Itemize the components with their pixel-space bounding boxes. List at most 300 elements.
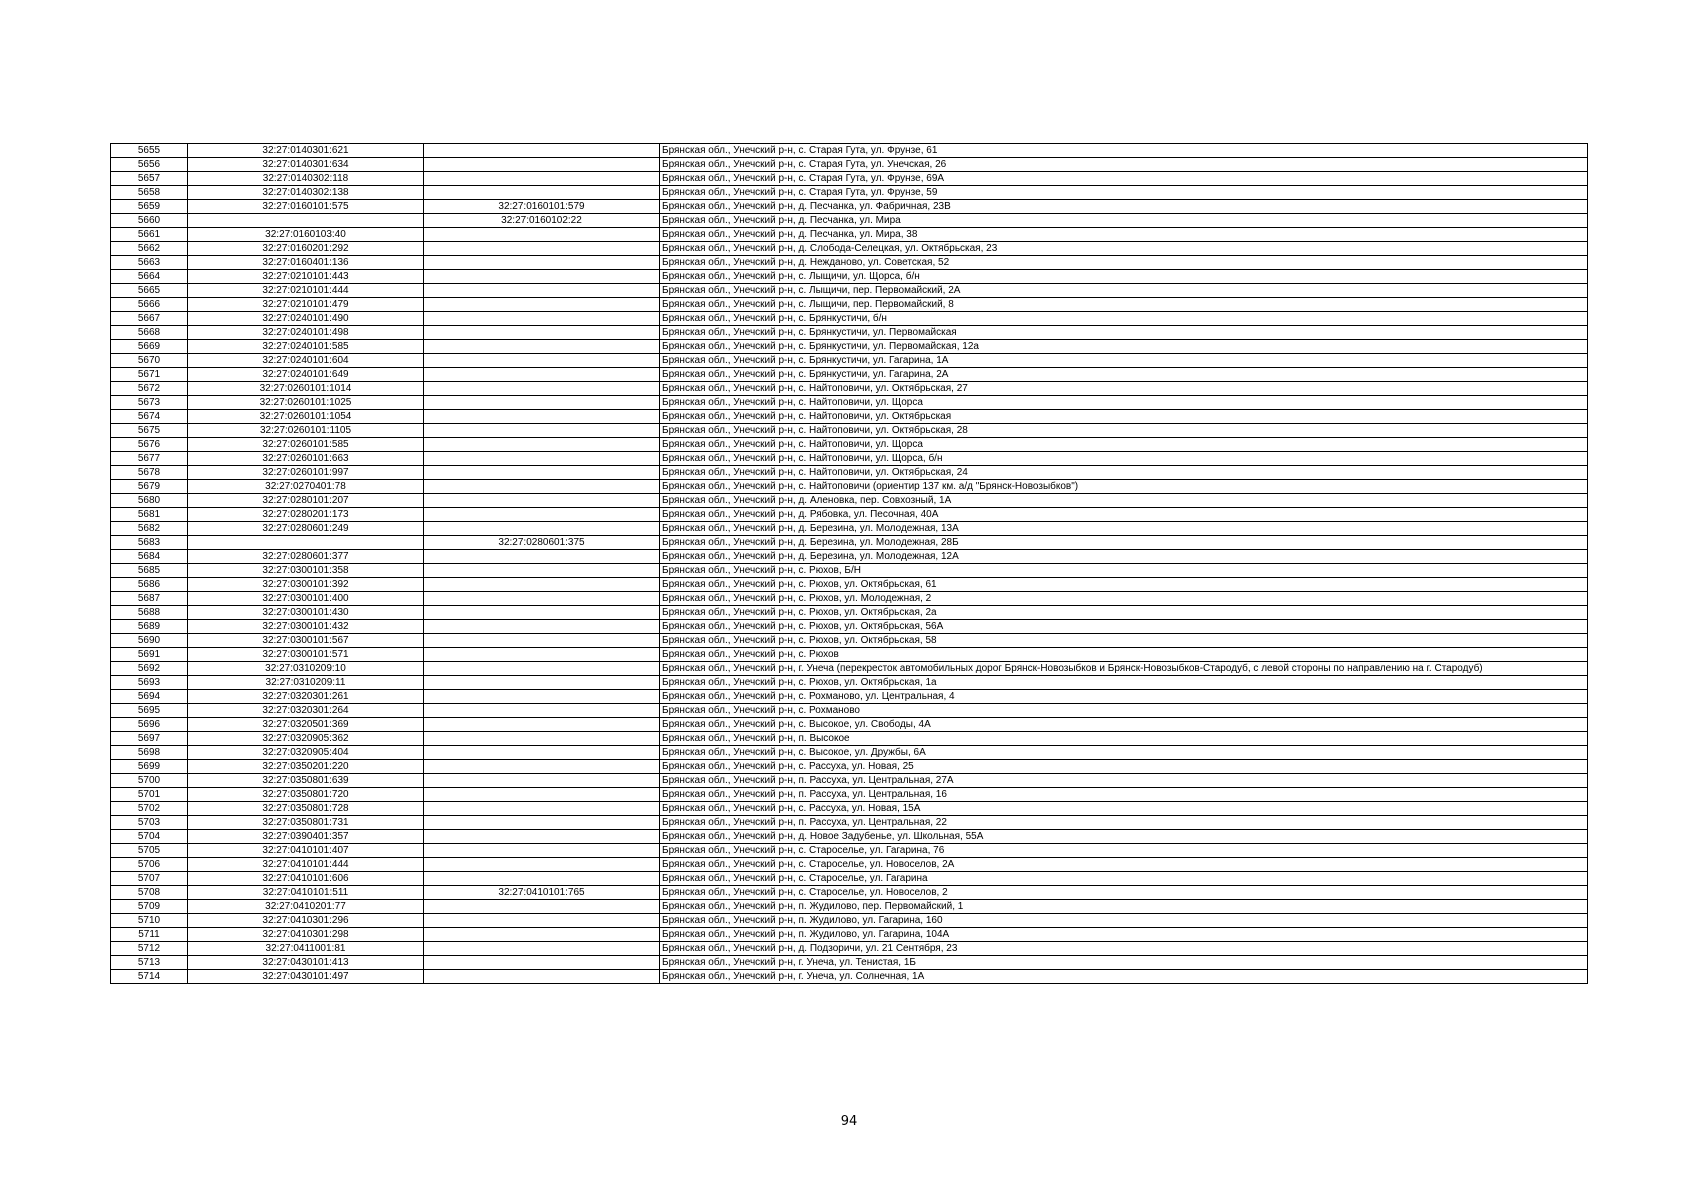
- related-cadastral-number-cell: [424, 396, 660, 410]
- cadastral-number-cell: 32:27:0350201:220: [188, 760, 424, 774]
- cadastral-number-cell: 32:27:0390401:357: [188, 830, 424, 844]
- cadastral-number-cell: 32:27:0310209:10: [188, 662, 424, 676]
- related-cadastral-number-cell: [424, 942, 660, 956]
- table-row: [111, 284, 1588, 298]
- related-cadastral-number-cell: 32:27:0280601:375: [424, 536, 660, 550]
- cadastral-number-cell: 32:27:0350801:731: [188, 816, 424, 830]
- table-row: [111, 424, 1588, 438]
- row-number-cell: 5688: [111, 606, 188, 620]
- row-number-cell: 5658: [111, 186, 188, 200]
- table-row: [111, 970, 1588, 984]
- address-cell: Брянская обл., Унечский р-н, д. Рябовка, ул. Песочная, 40А: [660, 508, 1588, 522]
- row-number-cell: 5664: [111, 270, 188, 284]
- related-cadastral-number-cell: [424, 970, 660, 984]
- related-cadastral-number-cell: [424, 648, 660, 662]
- cadastral-number-cell: 32:27:0300101:567: [188, 634, 424, 648]
- table-row: [111, 578, 1588, 592]
- address-cell: Брянская обл., Унечский р-н, с. Высокое, ул. Дружбы, 6А: [660, 746, 1588, 760]
- related-cadastral-number-cell: 32:27:0160101:579: [424, 200, 660, 214]
- row-number-cell: 5713: [111, 956, 188, 970]
- address-cell: Брянская обл., Унечский р-н, с. Найтоповичи, ул. Октябрьская: [660, 410, 1588, 424]
- cadastral-number-cell: 32:27:0320905:362: [188, 732, 424, 746]
- row-number-cell: 5710: [111, 914, 188, 928]
- related-cadastral-number-cell: [424, 774, 660, 788]
- table-row: [111, 312, 1588, 326]
- row-number-cell: 5691: [111, 648, 188, 662]
- cadastral-number-cell: 32:27:0210101:444: [188, 284, 424, 298]
- cadastral-number-cell: 32:27:0260101:1014: [188, 382, 424, 396]
- related-cadastral-number-cell: [424, 914, 660, 928]
- address-cell: Брянская обл., Унечский р-н, д. Песчанка, ул. Фабричная, 23В: [660, 200, 1588, 214]
- table-row: [111, 634, 1588, 648]
- related-cadastral-number-cell: [424, 634, 660, 648]
- address-cell: Брянская обл., Унечский р-н, с. Староселье, ул. Гагарина, 76: [660, 844, 1588, 858]
- cadastral-number-cell: 32:27:0140301:621: [188, 144, 424, 158]
- row-number-cell: 5675: [111, 424, 188, 438]
- table-row: [111, 172, 1588, 186]
- address-cell: Брянская обл., Унечский р-н, д. Песчанка, ул. Мира: [660, 214, 1588, 228]
- related-cadastral-number-cell: [424, 172, 660, 186]
- table-row: [111, 928, 1588, 942]
- table-row: [111, 480, 1588, 494]
- cadastral-number-cell: 32:27:0430101:497: [188, 970, 424, 984]
- cadastral-number-cell: 32:27:0240101:585: [188, 340, 424, 354]
- cadastral-number-cell: 32:27:0430101:413: [188, 956, 424, 970]
- cadastral-number-cell: 32:27:0410301:296: [188, 914, 424, 928]
- table-row: [111, 802, 1588, 816]
- table-row: [111, 368, 1588, 382]
- related-cadastral-number-cell: [424, 186, 660, 200]
- cadastral-number-cell: 32:27:0260101:997: [188, 466, 424, 480]
- row-number-cell: 5662: [111, 242, 188, 256]
- address-cell: Брянская обл., Унечский р-н, д. Нежданово, ул. Советская, 52: [660, 256, 1588, 270]
- cadastral-number-cell: 32:27:0310209:11: [188, 676, 424, 690]
- address-cell: Брянская обл., Унечский р-н, п. Жудилово, ул. Гагарина, 104А: [660, 928, 1588, 942]
- address-cell: Брянская обл., Унечский р-н, г. Унеча, ул. Солнечная, 1А: [660, 970, 1588, 984]
- address-cell: Брянская обл., Унечский р-н, с. Найтоповичи, ул. Октябрьская, 24: [660, 466, 1588, 480]
- related-cadastral-number-cell: [424, 522, 660, 536]
- address-cell: Брянская обл., Унечский р-н, с. Рюхов, Б/Н: [660, 564, 1588, 578]
- row-number-cell: 5681: [111, 508, 188, 522]
- cadastral-number-cell: 32:27:0240101:498: [188, 326, 424, 340]
- address-cell: Брянская обл., Унечский р-н, с. Найтоповичи, ул. Октябрьская, 27: [660, 382, 1588, 396]
- cadastral-number-cell: 32:27:0300101:432: [188, 620, 424, 634]
- row-number-cell: 5670: [111, 354, 188, 368]
- address-cell: Брянская обл., Унечский р-н, с. Найтоповичи, ул. Щорса: [660, 396, 1588, 410]
- row-number-cell: 5685: [111, 564, 188, 578]
- related-cadastral-number-cell: [424, 760, 660, 774]
- cadastral-number-cell: 32:27:0300101:400: [188, 592, 424, 606]
- row-number-cell: 5666: [111, 298, 188, 312]
- table-row: [111, 494, 1588, 508]
- address-cell: Брянская обл., Унечский р-н, с. Старая Гута, ул. Унечская, 26: [660, 158, 1588, 172]
- cadastral-number-cell: 32:27:0350801:728: [188, 802, 424, 816]
- related-cadastral-number-cell: [424, 606, 660, 620]
- related-cadastral-number-cell: [424, 872, 660, 886]
- address-cell: Брянская обл., Унечский р-н, с. Брянкустичи, б/н: [660, 312, 1588, 326]
- row-number-cell: 5677: [111, 452, 188, 466]
- address-cell: Брянская обл., Унечский р-н, п. Рассуха, ул. Центральная, 22: [660, 816, 1588, 830]
- row-number-cell: 5671: [111, 368, 188, 382]
- table-row: [111, 452, 1588, 466]
- register-table-body: [111, 144, 1588, 984]
- table-row: [111, 774, 1588, 788]
- related-cadastral-number-cell: [424, 242, 660, 256]
- related-cadastral-number-cell: [424, 508, 660, 522]
- row-number-cell: 5705: [111, 844, 188, 858]
- row-number-cell: 5661: [111, 228, 188, 242]
- row-number-cell: 5704: [111, 830, 188, 844]
- row-number-cell: 5657: [111, 172, 188, 186]
- property-register-table: [110, 143, 1588, 984]
- row-number-cell: 5697: [111, 732, 188, 746]
- row-number-cell: 5693: [111, 676, 188, 690]
- related-cadastral-number-cell: [424, 550, 660, 564]
- table-row: [111, 256, 1588, 270]
- cadastral-number-cell: 32:27:0270401:78: [188, 480, 424, 494]
- row-number-cell: 5683: [111, 536, 188, 550]
- table-row: [111, 648, 1588, 662]
- address-cell: Брянская обл., Унечский р-н, с. Рюхов, ул. Октябрьская, 56А: [660, 620, 1588, 634]
- address-cell: Брянская обл., Унечский р-н, с. Старая Гута, ул. Фрунзе, 59: [660, 186, 1588, 200]
- address-cell: Брянская обл., Унечский р-н, с. Рассуха, ул. Новая, 25: [660, 760, 1588, 774]
- related-cadastral-number-cell: [424, 690, 660, 704]
- table-row: [111, 340, 1588, 354]
- row-number-cell: 5656: [111, 158, 188, 172]
- page-number: 94: [840, 1114, 858, 1129]
- row-number-cell: 5680: [111, 494, 188, 508]
- row-number-cell: 5714: [111, 970, 188, 984]
- address-cell: Брянская обл., Унечский р-н, с. Рассуха, ул. Новая, 15А: [660, 802, 1588, 816]
- cadastral-number-cell: 32:27:0260101:1105: [188, 424, 424, 438]
- related-cadastral-number-cell: [424, 858, 660, 872]
- related-cadastral-number-cell: [424, 438, 660, 452]
- cadastral-number-cell: 32:27:0160201:292: [188, 242, 424, 256]
- address-cell: Брянская обл., Унечский р-н, с. Лыщичи, пер. Первомайский, 2А: [660, 284, 1588, 298]
- table-row: [111, 746, 1588, 760]
- row-number-cell: 5703: [111, 816, 188, 830]
- address-cell: Брянская обл., Унечский р-н, с. Староселье, ул. Новоселов, 2А: [660, 858, 1588, 872]
- row-number-cell: 5674: [111, 410, 188, 424]
- table-row: [111, 704, 1588, 718]
- table-row: [111, 270, 1588, 284]
- related-cadastral-number-cell: [424, 340, 660, 354]
- cadastral-number-cell: 32:27:0300101:571: [188, 648, 424, 662]
- related-cadastral-number-cell: [424, 410, 660, 424]
- address-cell: Брянская обл., Унечский р-н, с. Лыщичи, пер. Первомайский, 8: [660, 298, 1588, 312]
- table-row: [111, 662, 1588, 676]
- address-cell: Брянская обл., Унечский р-н, д. Березина, ул. Молодежная, 13А: [660, 522, 1588, 536]
- cadastral-number-cell: 32:27:0140301:634: [188, 158, 424, 172]
- related-cadastral-number-cell: [424, 816, 660, 830]
- cadastral-number-cell: 32:27:0240101:649: [188, 368, 424, 382]
- cadastral-number-cell: 32:27:0300101:358: [188, 564, 424, 578]
- table-row: [111, 858, 1588, 872]
- address-cell: Брянская обл., Унечский р-н, с. Рохманово, ул. Центральная, 4: [660, 690, 1588, 704]
- cadastral-number-cell: 32:27:0320905:404: [188, 746, 424, 760]
- address-cell: Брянская обл., Унечский р-н, с. Лыщичи, ул. Щорса, б/н: [660, 270, 1588, 284]
- related-cadastral-number-cell: [424, 732, 660, 746]
- related-cadastral-number-cell: [424, 256, 660, 270]
- cadastral-number-cell: 32:27:0240101:604: [188, 354, 424, 368]
- address-cell: Брянская обл., Унечский р-н, с. Рохманово: [660, 704, 1588, 718]
- address-cell: Брянская обл., Унечский р-н, с. Рюхов, ул. Октябрьская, 61: [660, 578, 1588, 592]
- address-cell: Брянская обл., Унечский р-н, г. Унеча (перекресток автомобильных дорог Брянск-Новозыбков и Брянск-Новозыбков-Стародуб, с левой стороны по направлению на г. Стародуб): [660, 662, 1588, 676]
- row-number-cell: 5702: [111, 802, 188, 816]
- address-cell: Брянская обл., Унечский р-н, с. Найтоповичи, ул. Октябрьская, 28: [660, 424, 1588, 438]
- related-cadastral-number-cell: [424, 900, 660, 914]
- address-cell: Брянская обл., Унечский р-н, с. Высокое, ул. Свободы, 4А: [660, 718, 1588, 732]
- table-row: [111, 228, 1588, 242]
- related-cadastral-number-cell: [424, 298, 660, 312]
- row-number-cell: 5667: [111, 312, 188, 326]
- table-row: [111, 466, 1588, 480]
- cadastral-number-cell: 32:27:0350801:720: [188, 788, 424, 802]
- address-cell: Брянская обл., Унечский р-н, д. Новое Задубенье, ул. Школьная, 55А: [660, 830, 1588, 844]
- table-row: [111, 732, 1588, 746]
- table-row: [111, 676, 1588, 690]
- related-cadastral-number-cell: [424, 452, 660, 466]
- related-cadastral-number-cell: [424, 480, 660, 494]
- table-row: [111, 900, 1588, 914]
- row-number-cell: 5682: [111, 522, 188, 536]
- table-row: [111, 522, 1588, 536]
- table-row: [111, 438, 1588, 452]
- address-cell: Брянская обл., Унечский р-н, д. Аленовка, пер. Совхозный, 1А: [660, 494, 1588, 508]
- related-cadastral-number-cell: [424, 830, 660, 844]
- related-cadastral-number-cell: [424, 284, 660, 298]
- address-cell: Брянская обл., Унечский р-н, с. Брянкустичи, ул. Первомайская, 12а: [660, 340, 1588, 354]
- cadastral-number-cell: 32:27:0240101:490: [188, 312, 424, 326]
- row-number-cell: 5679: [111, 480, 188, 494]
- table-row: [111, 718, 1588, 732]
- address-cell: Брянская обл., Унечский р-н, с. Староселье, ул. Гагарина: [660, 872, 1588, 886]
- related-cadastral-number-cell: [424, 312, 660, 326]
- row-number-cell: 5655: [111, 144, 188, 158]
- related-cadastral-number-cell: [424, 466, 660, 480]
- related-cadastral-number-cell: [424, 158, 660, 172]
- address-cell: Брянская обл., Унечский р-н, д. Березина, ул. Молодежная, 12А: [660, 550, 1588, 564]
- table-row: [111, 396, 1588, 410]
- cadastral-number-cell: 32:27:0410201:77: [188, 900, 424, 914]
- address-cell: Брянская обл., Унечский р-н, с. Найтоповичи (ориентир 137 км. а/д "Брянск-Новозыбков"): [660, 480, 1588, 494]
- table-row: [111, 144, 1588, 158]
- table-row: [111, 914, 1588, 928]
- related-cadastral-number-cell: [424, 788, 660, 802]
- row-number-cell: 5659: [111, 200, 188, 214]
- cadastral-number-cell: 32:27:0410101:511: [188, 886, 424, 900]
- row-number-cell: 5701: [111, 788, 188, 802]
- table-row: [111, 564, 1588, 578]
- table-row: [111, 536, 1588, 550]
- related-cadastral-number-cell: [424, 382, 660, 396]
- related-cadastral-number-cell: [424, 928, 660, 942]
- address-cell: Брянская обл., Унечский р-н, с. Найтоповичи, ул. Щорса, б/н: [660, 452, 1588, 466]
- cadastral-number-cell: 32:27:0260101:1025: [188, 396, 424, 410]
- related-cadastral-number-cell: [424, 326, 660, 340]
- address-cell: Брянская обл., Унечский р-н, д. Березина, ул. Молодежная, 28Б: [660, 536, 1588, 550]
- cadastral-number-cell: 32:27:0320501:369: [188, 718, 424, 732]
- table-row: [111, 606, 1588, 620]
- cadastral-number-cell: 32:27:0320301:261: [188, 690, 424, 704]
- cadastral-number-cell: 32:27:0160101:575: [188, 200, 424, 214]
- row-number-cell: 5686: [111, 578, 188, 592]
- cadastral-number-cell: 32:27:0260101:585: [188, 438, 424, 452]
- related-cadastral-number-cell: [424, 676, 660, 690]
- related-cadastral-number-cell: 32:27:0410101:765: [424, 886, 660, 900]
- table-row: [111, 508, 1588, 522]
- related-cadastral-number-cell: [424, 424, 660, 438]
- address-cell: Брянская обл., Унечский р-н, с. Рюхов, ул. Октябрьская, 2а: [660, 606, 1588, 620]
- table-row: [111, 550, 1588, 564]
- row-number-cell: 5676: [111, 438, 188, 452]
- table-row: [111, 354, 1588, 368]
- cadastral-number-cell: [188, 214, 424, 228]
- table-row: [111, 886, 1588, 900]
- row-number-cell: 5694: [111, 690, 188, 704]
- address-cell: Брянская обл., Унечский р-н, п. Рассуха, ул. Центральная, 16: [660, 788, 1588, 802]
- cadastral-number-cell: 32:27:0160401:136: [188, 256, 424, 270]
- cadastral-number-cell: 32:27:0300101:392: [188, 578, 424, 592]
- address-cell: Брянская обл., Унечский р-н, с. Найтоповичи, ул. Щорса: [660, 438, 1588, 452]
- related-cadastral-number-cell: [424, 354, 660, 368]
- table-row: [111, 788, 1588, 802]
- cadastral-number-cell: 32:27:0260101:1054: [188, 410, 424, 424]
- related-cadastral-number-cell: [424, 844, 660, 858]
- cadastral-number-cell: 32:27:0410101:444: [188, 858, 424, 872]
- row-number-cell: 5660: [111, 214, 188, 228]
- table-row: [111, 816, 1588, 830]
- cadastral-number-cell: [188, 536, 424, 550]
- address-cell: Брянская обл., Унечский р-н, с. Рюхов, ул. Октябрьская, 58: [660, 634, 1588, 648]
- row-number-cell: 5687: [111, 592, 188, 606]
- row-number-cell: 5668: [111, 326, 188, 340]
- address-cell: Брянская обл., Унечский р-н, п. Жудилово, ул. Гагарина, 160: [660, 914, 1588, 928]
- related-cadastral-number-cell: [424, 144, 660, 158]
- address-cell: Брянская обл., Унечский р-н, с. Рюхов, ул. Молодежная, 2: [660, 592, 1588, 606]
- table-row: [111, 760, 1588, 774]
- related-cadastral-number-cell: [424, 270, 660, 284]
- row-number-cell: 5695: [111, 704, 188, 718]
- cadastral-number-cell: 32:27:0280201:173: [188, 508, 424, 522]
- related-cadastral-number-cell: [424, 718, 660, 732]
- address-cell: Брянская обл., Унечский р-н, г. Унеча, ул. Тенистая, 1Б: [660, 956, 1588, 970]
- row-number-cell: 5708: [111, 886, 188, 900]
- related-cadastral-number-cell: 32:27:0160102:22: [424, 214, 660, 228]
- table-row: [111, 382, 1588, 396]
- cadastral-number-cell: 32:27:0280101:207: [188, 494, 424, 508]
- address-cell: Брянская обл., Унечский р-н, д. Слобода-Селецкая, ул. Октябрьская, 23: [660, 242, 1588, 256]
- row-number-cell: 5712: [111, 942, 188, 956]
- row-number-cell: 5684: [111, 550, 188, 564]
- cadastral-number-cell: 32:27:0411001:81: [188, 942, 424, 956]
- row-number-cell: 5698: [111, 746, 188, 760]
- related-cadastral-number-cell: [424, 592, 660, 606]
- related-cadastral-number-cell: [424, 662, 660, 676]
- address-cell: Брянская обл., Унечский р-н, с. Брянкустичи, ул. Гагарина, 2А: [660, 368, 1588, 382]
- cadastral-number-cell: 32:27:0300101:430: [188, 606, 424, 620]
- table-row: [111, 956, 1588, 970]
- table-row: [111, 844, 1588, 858]
- table-row: [111, 186, 1588, 200]
- cadastral-number-cell: 32:27:0160103:40: [188, 228, 424, 242]
- address-cell: Брянская обл., Унечский р-н, п. Рассуха, ул. Центральная, 27А: [660, 774, 1588, 788]
- row-number-cell: 5692: [111, 662, 188, 676]
- related-cadastral-number-cell: [424, 494, 660, 508]
- row-number-cell: 5663: [111, 256, 188, 270]
- table-row: [111, 592, 1588, 606]
- row-number-cell: 5699: [111, 760, 188, 774]
- address-cell: Брянская обл., Унечский р-н, с. Старая Гута, ул. Фрунзе, 61: [660, 144, 1588, 158]
- related-cadastral-number-cell: [424, 746, 660, 760]
- row-number-cell: 5711: [111, 928, 188, 942]
- table-row: [111, 830, 1588, 844]
- row-number-cell: 5696: [111, 718, 188, 732]
- cadastral-number-cell: 32:27:0350801:639: [188, 774, 424, 788]
- cadastral-number-cell: 32:27:0260101:663: [188, 452, 424, 466]
- related-cadastral-number-cell: [424, 802, 660, 816]
- row-number-cell: 5669: [111, 340, 188, 354]
- cadastral-number-cell: 32:27:0140302:118: [188, 172, 424, 186]
- address-cell: Брянская обл., Унечский р-н, с. Старая Гута, ул. Фрунзе, 69А: [660, 172, 1588, 186]
- row-number-cell: 5672: [111, 382, 188, 396]
- address-cell: Брянская обл., Унечский р-н, п. Высокое: [660, 732, 1588, 746]
- address-cell: Брянская обл., Унечский р-н, д. Подзоричи, ул. 21 Сентября, 23: [660, 942, 1588, 956]
- table-row: [111, 158, 1588, 172]
- cadastral-number-cell: 32:27:0210101:443: [188, 270, 424, 284]
- table-row: [111, 942, 1588, 956]
- address-cell: Брянская обл., Унечский р-н, с. Брянкустичи, ул. Первомайская: [660, 326, 1588, 340]
- cadastral-number-cell: 32:27:0280601:249: [188, 522, 424, 536]
- table-row: [111, 298, 1588, 312]
- address-cell: Брянская обл., Унечский р-н, с. Брянкустичи, ул. Гагарина, 1А: [660, 354, 1588, 368]
- address-cell: Брянская обл., Унечский р-н, п. Жудилово, пер. Первомайский, 1: [660, 900, 1588, 914]
- related-cadastral-number-cell: [424, 368, 660, 382]
- table-row: [111, 214, 1588, 228]
- row-number-cell: 5707: [111, 872, 188, 886]
- related-cadastral-number-cell: [424, 620, 660, 634]
- related-cadastral-number-cell: [424, 578, 660, 592]
- row-number-cell: 5678: [111, 466, 188, 480]
- related-cadastral-number-cell: [424, 704, 660, 718]
- cadastral-number-cell: 32:27:0410101:407: [188, 844, 424, 858]
- row-number-cell: 5706: [111, 858, 188, 872]
- table-row: [111, 242, 1588, 256]
- address-cell: Брянская обл., Унечский р-н, с. Рюхов: [660, 648, 1588, 662]
- table-row: [111, 620, 1588, 634]
- cadastral-number-cell: 32:27:0320301:264: [188, 704, 424, 718]
- table-row: [111, 690, 1588, 704]
- row-number-cell: 5690: [111, 634, 188, 648]
- cadastral-number-cell: 32:27:0140302:138: [188, 186, 424, 200]
- row-number-cell: 5709: [111, 900, 188, 914]
- row-number-cell: 5689: [111, 620, 188, 634]
- table-row: [111, 326, 1588, 340]
- row-number-cell: 5665: [111, 284, 188, 298]
- cadastral-number-cell: 32:27:0280601:377: [188, 550, 424, 564]
- cadastral-number-cell: 32:27:0210101:479: [188, 298, 424, 312]
- related-cadastral-number-cell: [424, 228, 660, 242]
- table-row: [111, 200, 1588, 214]
- cadastral-number-cell: 32:27:0410301:298: [188, 928, 424, 942]
- row-number-cell: 5673: [111, 396, 188, 410]
- address-cell: Брянская обл., Унечский р-н, с. Староселье, ул. Новоселов, 2: [660, 886, 1588, 900]
- cadastral-number-cell: 32:27:0410101:606: [188, 872, 424, 886]
- row-number-cell: 5700: [111, 774, 188, 788]
- table-row: [111, 410, 1588, 424]
- related-cadastral-number-cell: [424, 956, 660, 970]
- address-cell: Брянская обл., Унечский р-н, д. Песчанка, ул. Мира, 38: [660, 228, 1588, 242]
